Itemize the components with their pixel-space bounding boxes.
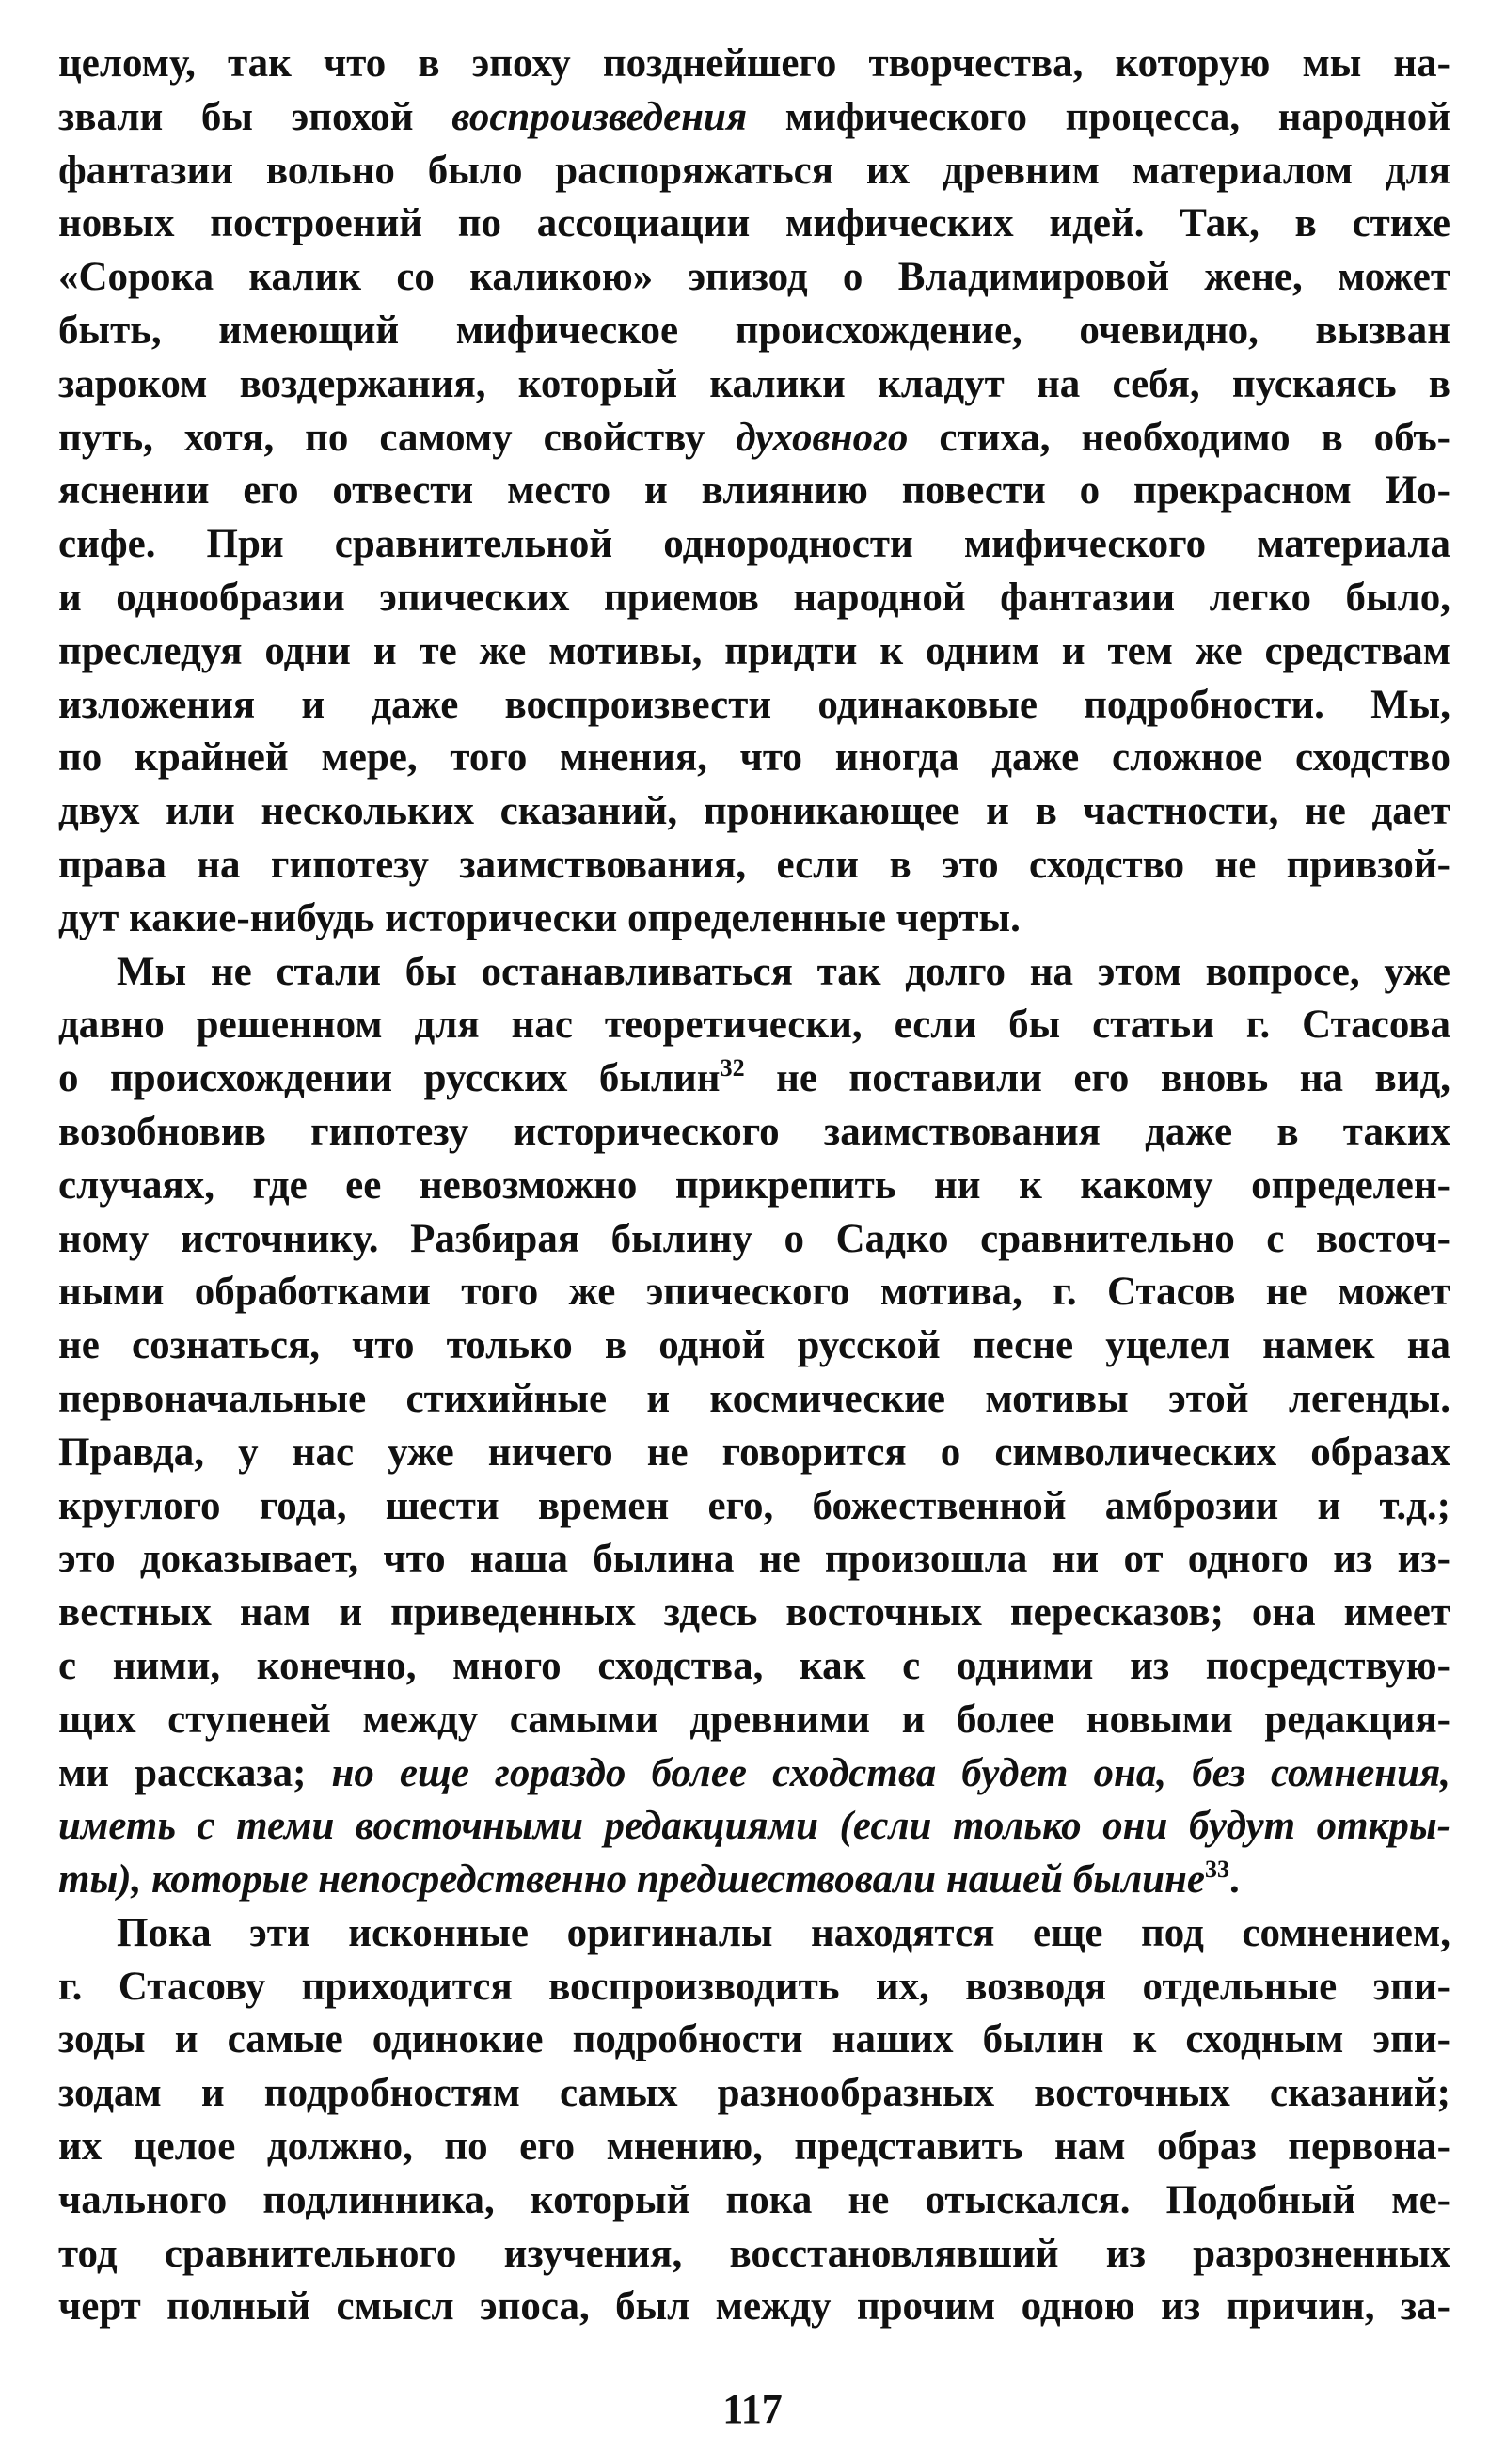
text-run: преследуя одни и те же мотивы, придти к одним и тем же средствам (58, 628, 1450, 673)
text-run: воспроизведения (452, 94, 748, 139)
text-line (58, 358, 1450, 412)
text-line (58, 679, 1450, 733)
text-run: ты), которые непосредственно предшествовали нашей былине (58, 1857, 1206, 1903)
text-line (58, 465, 1450, 518)
text-run: по крайней мере, того мнения, что иногда даже сложное сходство (58, 735, 1450, 781)
text-line (58, 839, 1450, 892)
text-run: Правда, у нас уже ничего не говорится о символических образах (58, 1429, 1450, 1475)
text-run: стиха, необходимо в объ- (908, 415, 1450, 460)
text-run: звали бы эпохой (58, 94, 452, 139)
text-run: чального подлинника, который пока не отыскался. Подобный ме- (58, 2177, 1450, 2222)
page-number: 117 (722, 2386, 783, 2432)
text-run: ному источнику. Разбирая былину о Садко сравнительно с восточ- (58, 1216, 1450, 1261)
text-run: черт полный смысл эпоса, был между прочим одною из причин, за- (58, 2284, 1450, 2330)
text-run: и однообразии эпических приемов народной фантазии легко было, (58, 575, 1450, 620)
paragraph-1 (58, 38, 1450, 946)
text-run: Мы не стали бы останавливаться так долго на этом вопросе, уже (117, 949, 1450, 994)
text-line (58, 251, 1450, 305)
text-run: двух или нескольких сказаний, проникающее и в частности, не дает (58, 789, 1450, 834)
text-run: с ними, конечно, много сходства, как с одними из посредствую- (58, 1643, 1450, 1688)
text-run: зоды и самые одинокие подробности наших былин к сходным эпи- (58, 2017, 1450, 2062)
text-line (58, 1160, 1450, 1213)
text-run: «Сорока калик со каликою» эпизод о Владимировой жене, может (58, 255, 1450, 300)
text-run: зароком воздержания, который калики кладут на себя, пускаясь в (58, 361, 1450, 406)
text-run: не сознаться, что только в одной русской песне уцелел намек на (58, 1323, 1450, 1368)
text-line (58, 91, 1450, 145)
text-line (58, 38, 1450, 91)
text-run: яснении его отвести место и влиянию повести о прекрасном Ио- (58, 468, 1450, 513)
text-line (58, 412, 1450, 466)
text-run: сифе. При сравнительной однородности мифического материала (58, 522, 1450, 567)
text-line (58, 2174, 1450, 2228)
text-line (58, 732, 1450, 785)
text-line (58, 1480, 1450, 1534)
text-run: изложения и даже воспроизвести одинаковые подробности. Мы, (58, 682, 1450, 727)
text-line (58, 1907, 1450, 1961)
text-run: духовного (736, 415, 909, 460)
paragraph-2 (58, 946, 1450, 1907)
text-line (58, 145, 1450, 198)
text-line (58, 1800, 1450, 1854)
text-run: быть, имеющий мифическое происхождение, очевидно, вызван (58, 308, 1450, 353)
text-line (58, 2121, 1450, 2174)
text-line (58, 518, 1450, 572)
text-run: новых построений по ассоциации мифических идей. Так, в стихе (58, 201, 1450, 246)
text-line (58, 1694, 1450, 1747)
text-line (58, 572, 1450, 625)
text-line (58, 785, 1450, 839)
text-line (58, 1052, 1450, 1106)
text-run: давно решенном для нас теоретически, если бы статьи г. Стасова (58, 1003, 1450, 1048)
text-line (58, 305, 1450, 358)
footnote-ref: 32 (720, 1054, 745, 1082)
text-run: дут какие-нибудь исторически определенные черты. (58, 895, 1021, 940)
text-run: возобновив гипотезу исторического заимствования даже в таких (58, 1109, 1450, 1154)
text-run: целому, так что в эпоху позднейшего творчества, которую мы на- (58, 41, 1450, 86)
text-run: фантазии вольно было распоряжаться их древним материалом для (58, 148, 1450, 193)
text-run: щих ступеней между самыми древними и более новыми редакция- (58, 1697, 1450, 1742)
text-line (58, 1640, 1450, 1694)
text-run: ными обработками того же эпического мотива, г. Стасов не может (58, 1270, 1450, 1315)
text-line (58, 1106, 1450, 1160)
text-run: о происхождении русских былин (58, 1056, 721, 1101)
text-line (58, 892, 1450, 946)
text-run: это доказывает, что наша былина не произошла ни от одного из из- (58, 1537, 1450, 1582)
text-run: но еще гораздо более сходства будет она, без сомнения, (331, 1750, 1450, 1795)
text-run: мифического процесса, народной (747, 94, 1451, 139)
text-line (58, 1319, 1450, 1373)
text-line (58, 2067, 1450, 2121)
page-body (58, 38, 1450, 2334)
text-line (58, 1747, 1450, 1801)
text-line (58, 2281, 1450, 2334)
text-run: Пока эти исконные оригиналы находятся еще под сомнением, (117, 1910, 1450, 1955)
text-line (58, 1961, 1450, 2014)
text-line (58, 197, 1450, 251)
text-line (58, 2228, 1450, 2282)
text-line (58, 999, 1450, 1052)
text-line (58, 1854, 1450, 1907)
text-run: круглого года, шести времен его, божественной амброзии и т.д.; (58, 1483, 1450, 1528)
text-run: ми рассказа; (58, 1750, 332, 1795)
text-line (58, 1533, 1450, 1587)
text-run: не поставили его вновь на вид, (744, 1056, 1450, 1101)
paragraph-3 (58, 1907, 1450, 2334)
text-line (58, 1373, 1450, 1427)
footnote-ref: 33 (1205, 1856, 1230, 1884)
text-run: права на гипотезу заимствования, если в это сходство не привзой- (58, 842, 1450, 887)
text-line (58, 1587, 1450, 1640)
text-run: зодам и подробностям самых разнообразных восточных сказаний; (58, 2071, 1450, 2116)
text-run: случаях, где ее невозможно прикрепить ни к какому определен- (58, 1162, 1450, 1208)
text-line (58, 1266, 1450, 1319)
text-line (58, 2014, 1450, 2067)
text-line (58, 1213, 1450, 1267)
text-run: вестных нам и приведенных здесь восточных пересказов; она имеет (58, 1590, 1450, 1635)
text-run: путь, хотя, по самому свойству (58, 415, 737, 460)
text-line (58, 625, 1450, 679)
text-line (58, 1427, 1450, 1480)
text-run: г. Стасову приходится воспроизводить их, возводя отдельные эпи- (58, 1964, 1450, 2009)
text-run: . (1229, 1857, 1240, 1903)
text-run: первоначальные стихийные и космические мотивы этой легенды. (58, 1376, 1450, 1421)
text-line (58, 946, 1450, 1000)
text-run: иметь с теми восточными редакциями (если только они будут откры- (58, 1804, 1450, 1849)
text-run: тод сравнительного изучения, восстановлявший из разрозненных (58, 2231, 1450, 2276)
text-run: их целое должно, по его мнению, представить нам образ первона- (58, 2124, 1450, 2170)
